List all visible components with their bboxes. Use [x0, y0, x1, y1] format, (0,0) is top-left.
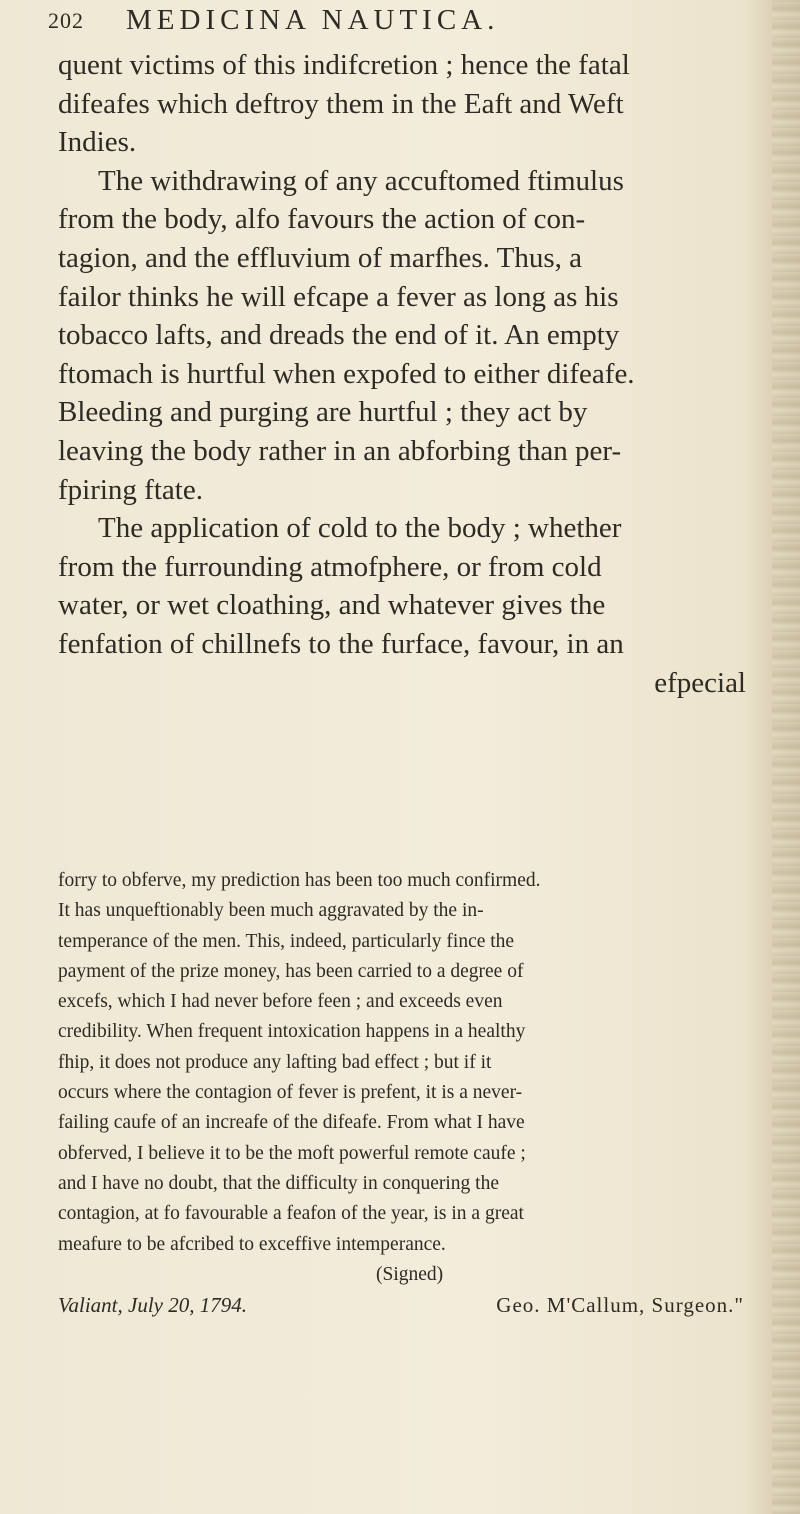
main-text: [58, 46, 748, 702]
text-line: failor thinks he will efcape a fever as long as his: [58, 280, 619, 313]
text-line: difeafes which deftroy them in the Eaft and Weft: [58, 87, 624, 120]
text-line: tagion, and the effluvium of marfhes. Thus, a: [58, 241, 583, 274]
text-line: leaving the body rather in an abforbing than per-: [58, 434, 622, 467]
note-line: payment of the prize money, has been carried to a degree of: [58, 960, 524, 982]
text-line: tobacco lafts, and dreads the end of it. An empty: [58, 319, 620, 352]
text-line: from the furrounding atmofphere, or from cold: [58, 550, 602, 583]
text-line: ftomach is hurtful when expofed to either difeafe.: [58, 357, 635, 390]
note-line: failing caufe of an increafe of the difeafe. From what I have: [58, 1112, 525, 1134]
note-line: forry to obferve, my prediction has been too much confirmed.: [58, 870, 541, 891]
signed-label: (Signed): [376, 1263, 444, 1285]
text-line: The application of cold to the body ; whether: [98, 512, 622, 545]
page-header: [48, 4, 748, 46]
signature-name: Geo. M'Callum, Surgeon.": [496, 1293, 744, 1318]
text-line: Bleeding and purging are hurtful ; they act by: [58, 396, 588, 429]
signature-line: [58, 1290, 748, 1320]
page-number: 202: [48, 8, 84, 33]
text-line: Indies.: [58, 126, 137, 159]
note-line: fhip, it does not produce any lafting bad effect ; but if it: [58, 1051, 492, 1073]
text-line: fpiring ftate.: [58, 473, 203, 506]
note-line: and I have no doubt, that the difficulty in conquering the: [58, 1172, 499, 1194]
catchword: efpecial: [654, 666, 746, 699]
note-line: obferved, I believe it to be the moft powerful remote caufe ;: [58, 1142, 526, 1164]
note-line: temperance of the men. This, indeed, particularly fince the: [58, 930, 515, 952]
running-head: MEDICINA NAUTICA.: [126, 4, 500, 36]
note-line: It has unqueftionably been much aggravated by the in-: [58, 900, 484, 922]
note-line: contagion, at fo favourable a feafon of the year, is in a great: [58, 1203, 524, 1225]
text-line: fenfation of chillnefs to the furface, favour, in an: [58, 627, 624, 660]
page-edge: [772, 0, 800, 1514]
text-line: The withdrawing of any accuftomed ftimulus: [98, 164, 624, 197]
note-line: credibility. When frequent intoxication happens in a healthy: [58, 1021, 526, 1043]
note-line: occurs where the contagion of fever is prefent, it is a never-: [58, 1082, 523, 1104]
text-line: water, or wet cloathing, and whatever gives the: [58, 589, 606, 622]
note-line: meafure to be afcribed to exceffive intemperance.: [58, 1233, 446, 1255]
note-line: excefs, which I had never before feen ; and exceeds even: [58, 991, 503, 1013]
text-line: quent victims of this indifcretion ; hence the fatal: [58, 49, 630, 81]
text-line: from the body, alfo favours the action of con-: [58, 203, 586, 236]
footnote: [58, 866, 748, 1320]
signature-place-date: Valiant, July 20, 1794.: [58, 1293, 247, 1318]
